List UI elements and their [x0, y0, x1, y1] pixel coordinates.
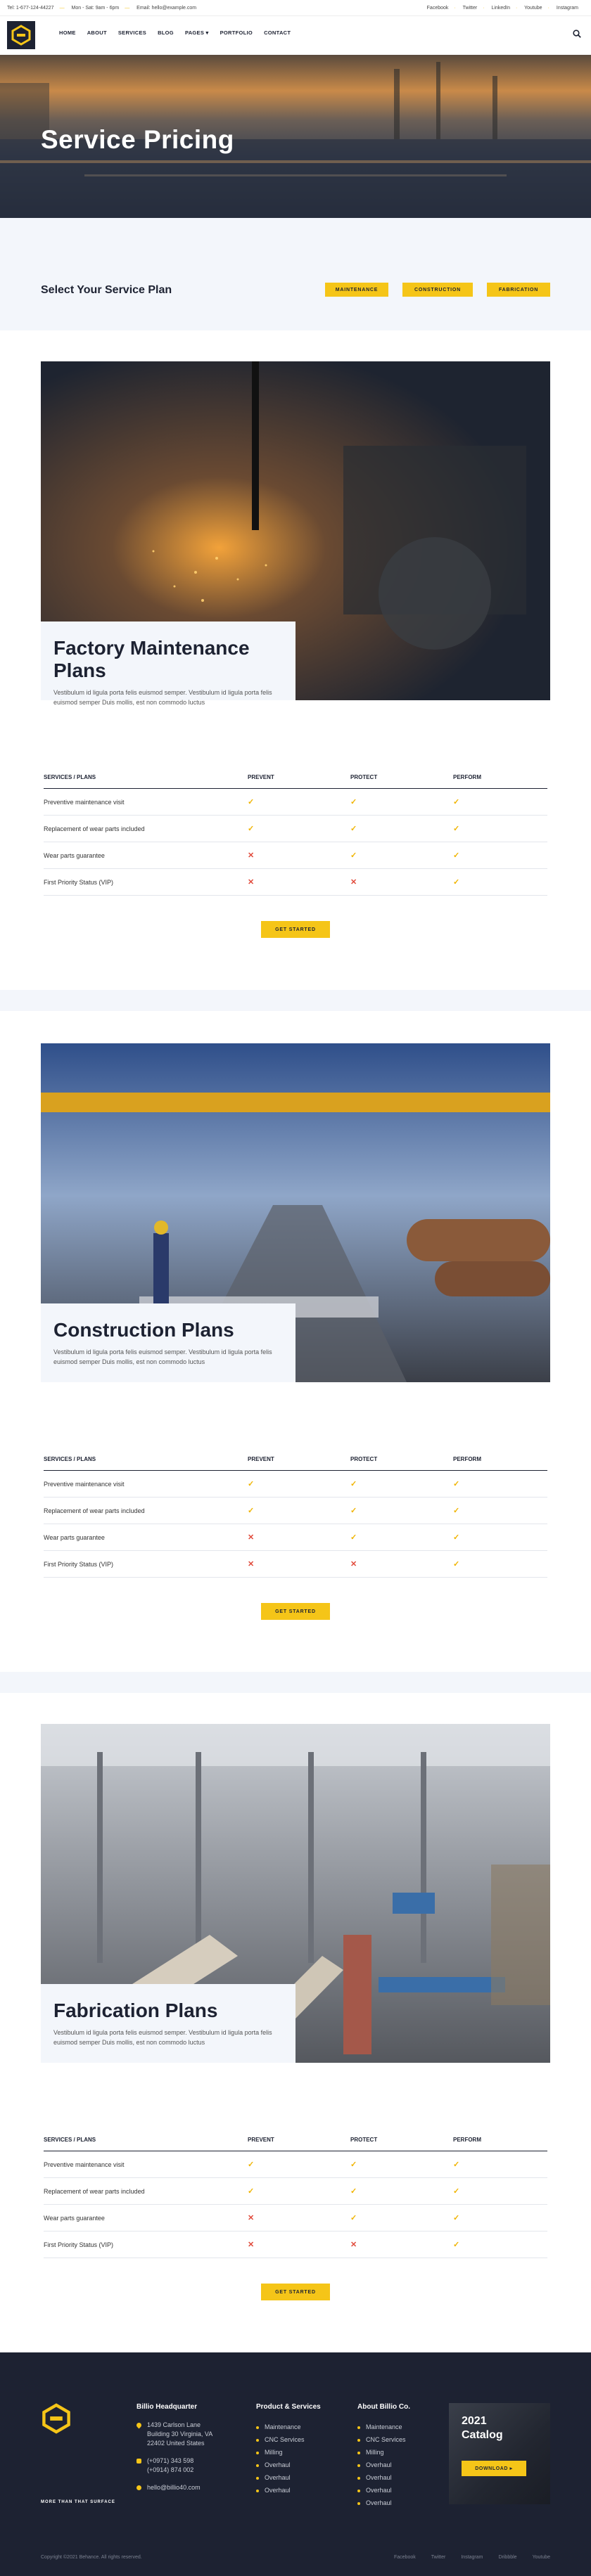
table-header [44, 1448, 547, 1471]
filter-maintenance-button[interactable]: MAINTENANCE [325, 283, 388, 297]
check-icon: ✓ [350, 2187, 357, 2196]
social-linkedin[interactable]: LinkedIn [491, 5, 510, 11]
row-label: Preventive maintenance visit [44, 2160, 125, 2168]
col-perform: PERFORM [453, 1456, 481, 1462]
address-line: 22402 United States [147, 2440, 205, 2447]
products-title: Product & Services [256, 2403, 321, 2411]
cross-icon: ✕ [350, 1560, 357, 1569]
footer-email[interactable]: hello@billio40.com [147, 2484, 201, 2491]
check-icon: ✓ [350, 2160, 357, 2169]
col-prevent: PREVENT [248, 1456, 274, 1462]
about-item[interactable]: Overhaul [357, 2471, 442, 2484]
email[interactable]: Email: hello@example.com [136, 5, 197, 11]
cross-icon: ✕ [248, 2214, 255, 2222]
col-services: SERVICES / PLANS [44, 774, 96, 780]
footer-link-dribbble[interactable]: Dribbble [498, 2555, 517, 2560]
nav-services[interactable]: SERVICES [117, 30, 147, 36]
cross-icon: ✕ [350, 2241, 357, 2249]
nav-pages[interactable]: PAGES ▾ [184, 30, 209, 36]
check-icon: ✓ [453, 1480, 460, 1488]
hero-banner [0, 55, 591, 218]
row-label: Wear parts guarantee [44, 851, 105, 859]
col-protect: PROTECT [350, 1456, 378, 1462]
table-row [44, 1498, 547, 1524]
cross-icon: ✕ [248, 851, 255, 860]
col-protect: PROTECT [350, 774, 378, 780]
nav-contact[interactable]: CONTACT [264, 30, 291, 36]
check-icon: ✓ [248, 1480, 255, 1488]
col-services: SERVICES / PLANS [44, 1456, 96, 1462]
nav-portfolio[interactable]: PORTFOLIO [220, 30, 253, 36]
plan-description: Vestibulum id ligula porta felis euismod semper. Vestibulum id ligula porta felis euismod semper Duis mollis, est non commodo luctus [53, 1348, 272, 1365]
product-item[interactable]: Milling [256, 2446, 348, 2459]
col-prevent: PREVENT [248, 774, 274, 780]
plan-description: Vestibulum id ligula porta felis euismod semper. Vestibulum id ligula porta felis euismod semper Duis mollis, est non commodo luctus [53, 2029, 272, 2046]
social-youtube[interactable]: Youtube [524, 5, 542, 11]
table-row [44, 1471, 547, 1498]
cross-icon: ✕ [248, 2241, 255, 2249]
get-started-button[interactable]: GET STARTED [261, 1603, 330, 1620]
check-icon: ✓ [248, 1507, 255, 1515]
check-icon: ✓ [453, 2187, 460, 2196]
check-icon: ✓ [350, 1533, 357, 1542]
check-icon: ✓ [453, 2241, 460, 2249]
fabrication-plan-table [44, 2129, 547, 2258]
check-icon: ✓ [453, 798, 460, 806]
search-icon[interactable] [573, 30, 581, 38]
about-item[interactable]: Milling [357, 2446, 442, 2459]
check-icon: ✓ [248, 825, 255, 833]
hours: Mon - Sat: 9am - 6pm [71, 5, 120, 11]
cross-icon: ✕ [248, 1533, 255, 1542]
check-icon: ✓ [350, 798, 357, 806]
row-label: Preventive maintenance visit [44, 798, 125, 806]
check-icon: ✓ [453, 1507, 460, 1515]
footer-logo[interactable] [41, 2403, 72, 2434]
maintenance-caption [41, 622, 296, 706]
table-row [44, 816, 547, 842]
footer-about [357, 2403, 442, 2509]
table-row [44, 1524, 547, 1551]
map-pin-icon [136, 2422, 143, 2429]
check-icon: ✓ [350, 851, 357, 860]
cross-icon: ✕ [248, 878, 255, 887]
footer-hq [136, 2403, 242, 2492]
col-perform: PERFORM [453, 774, 481, 780]
check-icon: ✓ [453, 851, 460, 860]
about-title: About Billio Co. [357, 2403, 410, 2411]
check-icon: ✓ [453, 1533, 460, 1542]
row-label: First Priority Status (VIP) [44, 1560, 114, 1568]
check-icon: ✓ [350, 1480, 357, 1488]
social-links: Facebook · Twitter · LinkedIn · Youtube · Instagram [426, 5, 578, 11]
get-started-button[interactable]: GET STARTED [261, 921, 330, 938]
mail-icon [136, 2485, 141, 2490]
product-item[interactable]: CNC Services [256, 2433, 348, 2446]
social-instagram[interactable]: Instagram [556, 5, 578, 11]
row-label: First Priority Status (VIP) [44, 2241, 114, 2248]
top-bar [0, 0, 591, 15]
catalog-label: Catalog [462, 2429, 503, 2441]
table-row [44, 789, 547, 816]
check-icon: ✓ [453, 878, 460, 887]
row-label: Preventive maintenance visit [44, 1480, 125, 1488]
about-item[interactable]: Overhaul [357, 2459, 442, 2471]
row-label: Replacement of wear parts included [44, 825, 145, 832]
col-services: SERVICES / PLANS [44, 2137, 96, 2143]
table-row [44, 2205, 547, 2232]
phone-number[interactable]: (+0971) 343 598 [147, 2457, 194, 2464]
nav-blog[interactable]: BLOG [158, 30, 174, 36]
about-item[interactable]: Maintenance [357, 2421, 442, 2433]
select-plan-title: Select Your Service Plan [41, 284, 172, 296]
address-line: Building 30 Virginia, VA [147, 2430, 213, 2437]
table-header [44, 2129, 547, 2151]
check-icon: ✓ [350, 1507, 357, 1515]
footer-products [256, 2403, 348, 2497]
table-header [44, 766, 547, 789]
plan-title: Fabrication Plans [53, 1999, 218, 2021]
logo[interactable] [7, 21, 35, 49]
phone-number[interactable]: (+0914) 874 002 [147, 2466, 194, 2473]
cross-icon: ✕ [350, 878, 357, 887]
plan-title: Factory Maintenance Plans [53, 637, 250, 681]
row-label: Replacement of wear parts included [44, 1507, 145, 1514]
footer-links [394, 2555, 550, 2560]
check-icon: ✓ [248, 798, 255, 806]
hexagon-logo-icon [11, 25, 32, 46]
copyright: Copyright ©2021 Behance. All rights reserved. [41, 2555, 142, 2560]
row-label: First Priority Status (VIP) [44, 878, 114, 886]
table-row [44, 2232, 547, 2258]
filter-fabrication-button[interactable]: FABRICATION [487, 283, 550, 297]
table-row [44, 842, 547, 869]
about-item[interactable]: Overhaul [357, 2484, 442, 2497]
nav-menu [59, 30, 291, 36]
contact-info: Tel: 1-677-124-44227 — Mon - Sat: 9am - 6pm — Email: hello@example.com [7, 5, 197, 11]
footer-link-youtube[interactable]: Youtube [532, 2555, 550, 2560]
construction-caption [41, 1303, 296, 1382]
maintenance-plan-table [44, 766, 547, 896]
construction-plan-table [44, 1448, 547, 1578]
catalog-year: 2021 [462, 2415, 487, 2427]
product-item[interactable]: Overhaul [256, 2459, 348, 2471]
col-protect: PROTECT [350, 2137, 378, 2143]
hexagon-logo-icon [41, 2403, 72, 2434]
col-prevent: PREVENT [248, 2137, 274, 2143]
check-icon: ✓ [350, 825, 357, 833]
catalog-card [449, 2403, 550, 2504]
product-item[interactable]: Overhaul [256, 2471, 348, 2484]
check-icon: ✓ [350, 2214, 357, 2222]
about-item[interactable]: CNC Services [357, 2433, 442, 2446]
nav-home[interactable]: HOME [59, 30, 76, 36]
footer-link-facebook[interactable]: Facebook [393, 2555, 416, 2560]
check-icon: ✓ [248, 2187, 255, 2196]
filter-construction-button[interactable]: CONSTRUCTION [402, 283, 473, 297]
hq-title: Billio Headquarter [136, 2403, 198, 2411]
table-row [44, 2151, 547, 2178]
check-icon: ✓ [248, 2160, 255, 2169]
fabrication-caption [41, 1984, 296, 2063]
download-button[interactable]: DOWNLOAD ▸ [462, 2461, 526, 2476]
product-item[interactable]: Overhaul [256, 2484, 348, 2497]
social-twitter[interactable]: Twitter [462, 5, 478, 11]
check-icon: ✓ [453, 2160, 460, 2169]
table-row [44, 869, 547, 896]
table-row [44, 2178, 547, 2205]
col-perform: PERFORM [453, 2137, 481, 2143]
phone-icon [136, 2459, 141, 2464]
footer-link-twitter[interactable]: Twitter [431, 2555, 446, 2560]
check-icon: ✓ [453, 825, 460, 833]
footer-tagline: MORE THAN THAT SURFACE [41, 2500, 115, 2504]
cross-icon: ✕ [248, 1560, 255, 1569]
table-row [44, 1551, 547, 1578]
social-facebook[interactable]: Facebook [426, 5, 449, 11]
row-label: Wear parts guarantee [44, 1533, 105, 1541]
address-line: 1439 Carlson Lane [147, 2421, 201, 2428]
plan-description: Vestibulum id ligula porta felis euismod semper. Vestibulum id ligula porta felis euismod semper Duis mollis, est non commodo luctus [53, 689, 272, 706]
check-icon: ✓ [453, 1560, 460, 1569]
row-label: Wear parts guarantee [44, 2214, 105, 2222]
row-label: Replacement of wear parts included [44, 2187, 145, 2195]
get-started-button[interactable]: GET STARTED [261, 2284, 330, 2300]
nav-about[interactable]: ABOUT [87, 30, 107, 36]
plan-title: Construction Plans [53, 1319, 234, 1341]
check-icon: ✓ [453, 2214, 460, 2222]
about-item[interactable]: Overhaul [357, 2497, 442, 2509]
phone: Tel: 1-677-124-44227 [7, 5, 54, 11]
footer-link-instagram[interactable]: Instagram [461, 2555, 483, 2560]
page-title: Service Pricing [41, 125, 234, 154]
product-item[interactable]: Maintenance [256, 2421, 348, 2433]
